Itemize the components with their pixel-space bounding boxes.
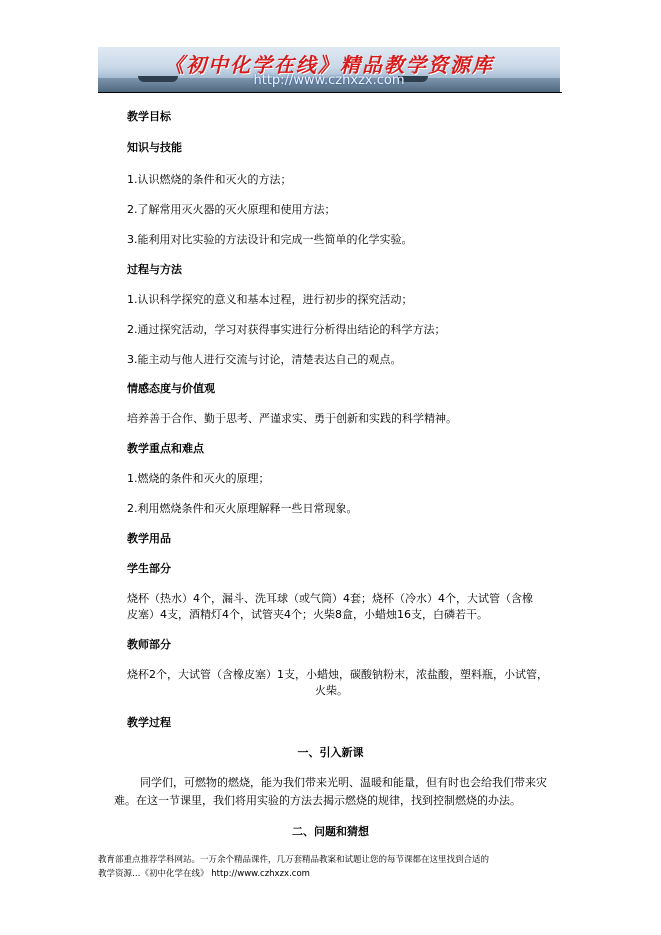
student-list-line-2: 皮塞）4支，酒精灯4个，试管夹4个；火柴8盒，小蜡烛16支，白磷若干。: [127, 608, 488, 621]
section-title-2: 二、问题和猜想: [292, 825, 369, 838]
key-point-2: 2.利用燃烧条件和灭火原理解释一些日常现象。: [127, 502, 358, 515]
heading-knowledge: 知识与技能: [127, 141, 182, 154]
teacher-list-line-1: 烧杯2个，大试管（含橡皮塞）1支，小蜡烛，碳酸钠粉末，浓盐酸，塑料瓶，小试管，: [127, 668, 548, 681]
heading-attitude: 情感态度与价值观: [127, 382, 215, 395]
banner-url[interactable]: http://www.czhxzx.com: [253, 73, 405, 88]
heading-procedure: 教学过程: [127, 716, 171, 729]
teacher-list-line-2: 火柴。: [315, 684, 348, 697]
process-item-2: 2.通过探究活动，学习对获得事实进行分析得出结论的科学方法；: [127, 323, 446, 336]
heading-key-points: 教学重点和难点: [127, 442, 204, 455]
page-footer: [98, 853, 568, 881]
header-banner: [98, 47, 560, 92]
heading-teacher: 教师部分: [127, 638, 171, 651]
knowledge-item-2: 2.了解常用灭火器的灭火原理和使用方法；: [127, 203, 336, 216]
footer-line-1: 教育部重点推荐学科网站。一万余个精品课件，几万套精品教案和试题让您的每节课都在这里找到合适的: [98, 855, 490, 865]
footer-line-2: [98, 867, 568, 881]
banner-title: 《初中化学在线》精品教学资源库: [164, 53, 494, 77]
footer-line-2-text: 教学资源…《初中化学在线》: [98, 869, 209, 879]
attitude-item-1: 培养善于合作、勤于思考、严谨求实、勇于创新和实践的科学精神。: [127, 412, 457, 425]
heading-supplies: 教学用品: [127, 532, 171, 545]
student-list-line-1: 烧杯（热水）4个，漏斗、洗耳球（或气筒）4套；烧杯（冷水）4个，大试管（含橡: [127, 592, 533, 605]
heading-student: 学生部分: [127, 562, 171, 575]
knowledge-item-1: 1.认识燃烧的条件和灭火的方法；: [127, 173, 292, 186]
heading-process: 过程与方法: [127, 263, 182, 276]
section-title-1: 一、引入新课: [297, 746, 364, 759]
process-item-1: 1.认识科学探究的意义和基本过程，进行初步的探究活动；: [127, 293, 413, 306]
intro-line-2: 难。在这一节课里，我们将用实验的方法去揭示燃烧的规律，找到控制燃烧的办法。: [114, 794, 521, 807]
heading-goal: 教学目标: [127, 110, 171, 123]
footer-url[interactable]: http://www.czhxzx.com: [211, 869, 310, 879]
intro-line-1: 同学们，可燃物的燃烧，能为我们带来光明、温暖和能量，但有时也会给我们带来灾: [140, 776, 547, 789]
process-item-3: 3.能主动与他人进行交流与讨论，清楚表达自己的观点。: [127, 353, 402, 366]
knowledge-item-3: 3.能利用对比实验的方法设计和完成一些简单的化学实验。: [127, 233, 413, 246]
header-rule: [98, 92, 562, 93]
key-point-1: 1.燃烧的条件和灭火的原理；: [127, 472, 270, 485]
